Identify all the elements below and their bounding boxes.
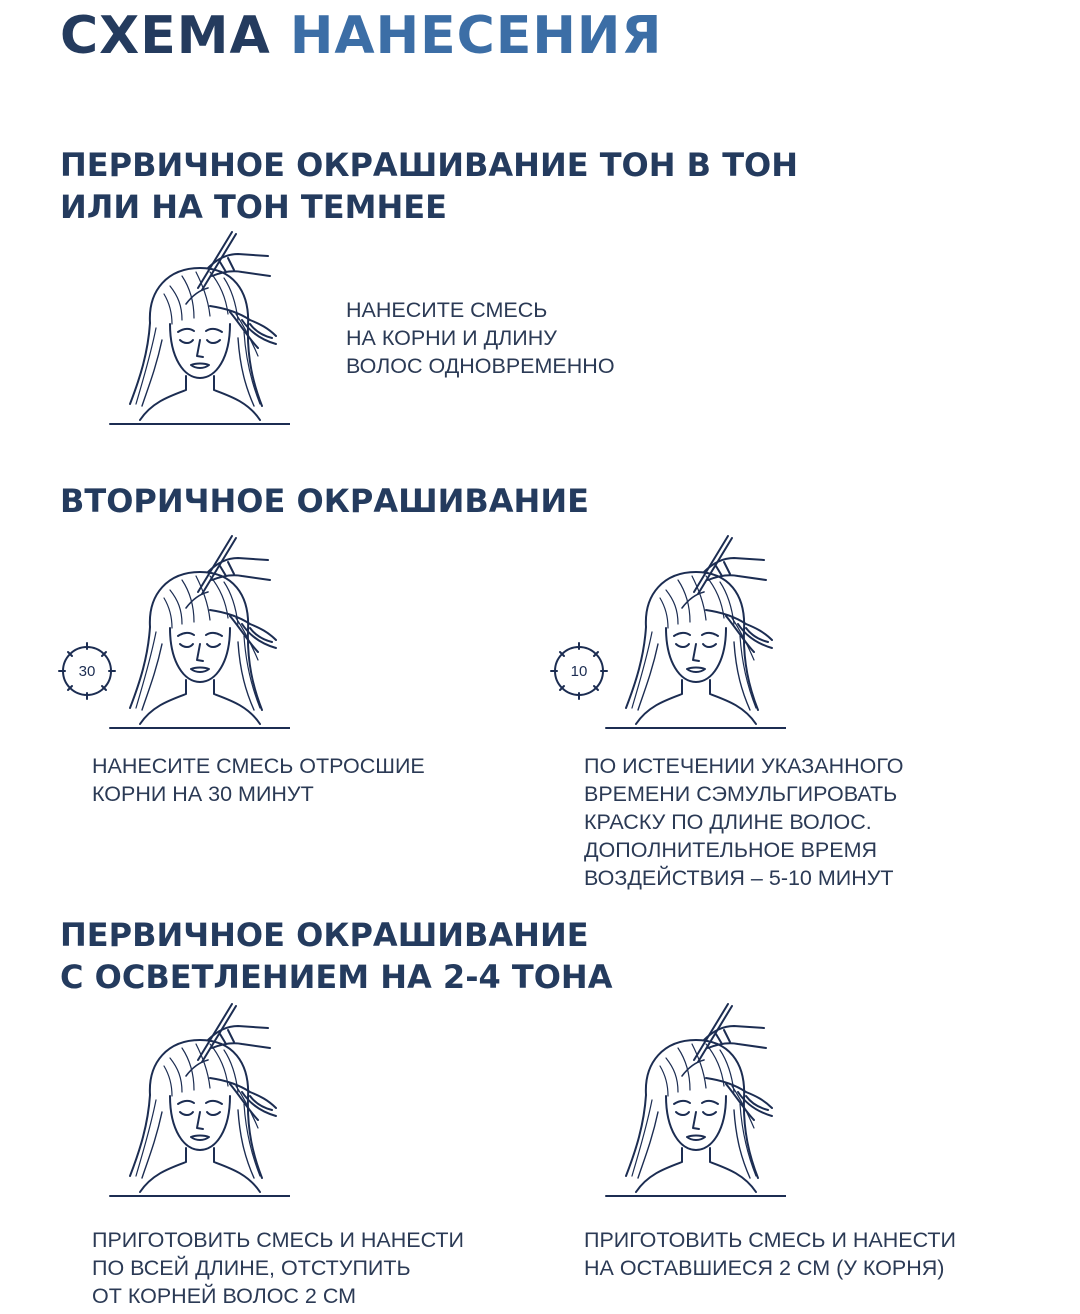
text-line: ВРЕМЕНИ СЭМУЛЬГИРОВАТЬ xyxy=(584,782,898,806)
section-3-heading xyxy=(60,914,612,998)
text-line: ОТ КОРНЕЙ ВОЛОС 2 СМ xyxy=(92,1284,357,1308)
section-1-heading xyxy=(60,144,798,228)
section-2-heading-line: ВТОРИЧНОЕ ОКРАШИВАНИЕ xyxy=(60,482,589,520)
text-line: ДОПОЛНИТЕЛЬНОЕ ВРЕМЯ xyxy=(584,838,878,862)
text-line: КОРНИ НА 30 МИНУТ xyxy=(92,782,314,806)
text-line: НА КОРНИ И ДЛИНУ xyxy=(346,326,557,350)
title-part-1: СХЕМА xyxy=(60,6,271,66)
section-3-step-1-text xyxy=(92,1226,464,1310)
section-2-heading xyxy=(60,480,589,522)
timer-label: 10 xyxy=(570,663,588,680)
section-1-heading-line: ИЛИ НА ТОН ТЕМНЕЕ xyxy=(60,188,447,226)
section-2-step-1-text xyxy=(92,752,425,808)
text-line: ВОЗДЕЙСТВИЯ – 5-10 МИНУТ xyxy=(584,866,894,890)
section-1-heading-line: ПЕРВИЧНОЕ ОКРАШИВАНИЕ ТОН В ТОН xyxy=(60,146,799,184)
text-line: ПО ИСТЕЧЕНИИ УКАЗАННОГО xyxy=(584,754,904,778)
hair-coloring-illustration-icon xyxy=(90,1000,290,1200)
text-line: ПРИГОТОВИТЬ СМЕСЬ И НАНЕСТИ xyxy=(92,1228,465,1252)
section-2-step-2-text xyxy=(584,752,904,892)
text-line: ПО ВСЕЙ ДЛИНЕ, ОТСТУПИТЬ xyxy=(92,1256,411,1280)
text-line: НАНЕСИТЕ СМЕСЬ xyxy=(346,298,548,322)
hair-coloring-illustration-icon xyxy=(90,228,290,428)
hair-coloring-illustration-icon xyxy=(586,532,786,732)
text-line: ПРИГОТОВИТЬ СМЕСЬ И НАНЕСТИ xyxy=(584,1228,957,1252)
page-title xyxy=(60,6,662,66)
text-line: НА ОСТАВШИЕСЯ 2 СМ (У КОРНЯ) xyxy=(584,1256,945,1280)
section-3-heading-line: С ОСВЕТЛЕНИЕМ НА 2-4 ТОНА xyxy=(60,958,613,996)
hair-coloring-illustration-icon xyxy=(90,532,290,732)
section-3-heading-line: ПЕРВИЧНОЕ ОКРАШИВАНИЕ xyxy=(60,916,589,954)
title-part-2: НАНЕСЕНИЯ xyxy=(289,6,663,66)
text-line: ВОЛОС ОДНОВРЕМЕННО xyxy=(346,354,615,378)
timer-label: 30 xyxy=(78,663,96,680)
section-1-step-1-text xyxy=(346,296,615,380)
hair-coloring-illustration-icon xyxy=(586,1000,786,1200)
text-line: НАНЕСИТЕ СМЕСЬ ОТРОСШИЕ xyxy=(92,754,425,778)
section-3-step-2-text xyxy=(584,1226,956,1282)
text-line: КРАСКУ ПО ДЛИНЕ ВОЛОС. xyxy=(584,810,872,834)
